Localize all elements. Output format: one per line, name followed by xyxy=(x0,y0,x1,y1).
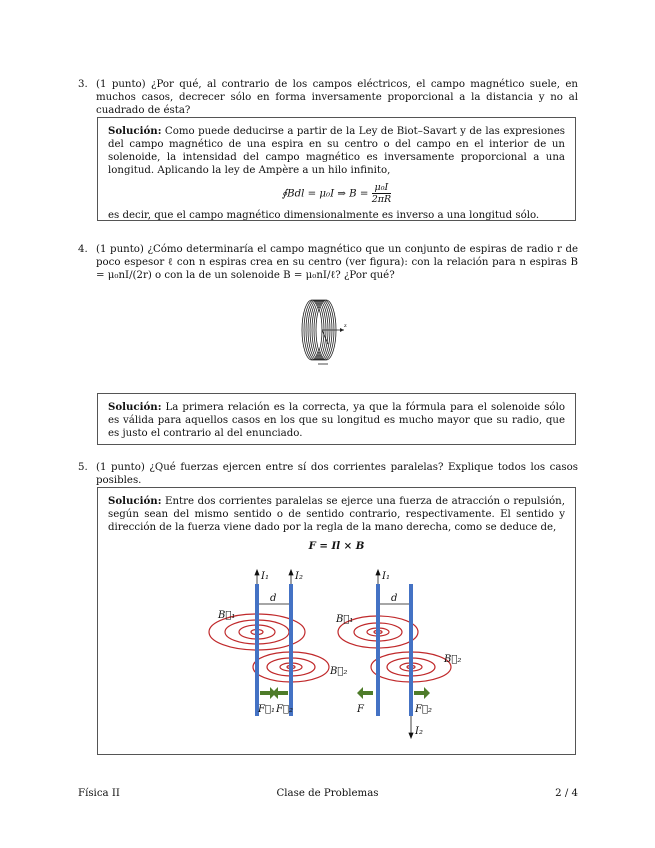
label-B2-left: B⃗₂ xyxy=(330,666,348,677)
wire-right-2 xyxy=(409,584,413,716)
force-arrow-f2-right xyxy=(414,687,430,699)
label-d-left: d xyxy=(270,593,277,604)
force-arrow-f2 xyxy=(272,687,288,699)
wire-left-1 xyxy=(255,584,259,716)
label-B1-right: B⃗₁ xyxy=(336,614,354,625)
equation-fraction xyxy=(372,182,391,205)
question-number: 3. xyxy=(78,79,88,90)
current-arrowhead xyxy=(376,570,380,575)
current-arrowhead xyxy=(289,570,293,575)
question-3 xyxy=(78,78,578,117)
solution-label: Solución: xyxy=(108,401,162,413)
label-I2-left: I₂ xyxy=(295,571,303,582)
question-4 xyxy=(78,243,578,282)
solution-text: La primera relación es la correcta, ya que la fórmula para el solenoide sólo es válida para aquellos casos en los que su longitud es mucho mayor que su radio, que es justo el contrario al del enunciado. xyxy=(108,402,565,439)
footer-center: Clase de Problemas xyxy=(276,788,379,799)
equation-num: μ₀I xyxy=(372,182,391,194)
wire-left-2 xyxy=(289,584,293,716)
label-F: F xyxy=(357,704,364,715)
coil-figure xyxy=(298,294,354,370)
current-arrowhead xyxy=(255,570,259,575)
equation-left: ∮Bdl = μ₀I ⇒ B = xyxy=(281,188,369,200)
solution-label: Solución: xyxy=(108,495,162,507)
label-F1: F⃗₁ xyxy=(258,704,275,715)
label-d-right: d xyxy=(391,593,398,604)
question-text: (1 punto) ¿Qué fuerzas ejercen entre sí dos corrientes paralelas? Explique todos los casos posibles. xyxy=(96,462,578,486)
footer-right: 2 / 4 xyxy=(555,788,578,799)
z-label: z xyxy=(344,323,347,329)
question-text: (1 punto) ¿Por qué, al contrario de los campos eléctricos, el campo magnético suele, en muchos casos, decrecer sólo en forma inversamente proporcional a la distancia y no al cuadrado de ésta? xyxy=(96,79,578,116)
label-B2-right: B⃗₂ xyxy=(444,654,462,665)
label-F2-right: F⃗₂ xyxy=(415,704,432,715)
solution-label: Solución: xyxy=(108,125,162,137)
question-5 xyxy=(78,461,578,487)
force-formula: F = Il × B xyxy=(308,540,365,552)
question-text: (1 punto) ¿Cómo determinaría el campo magnético que un conjunto de espiras de radio r de poco espesor ℓ con n espiras crea en su centro (ver figura): con la relación para n espiras B = μ₀nI/(2r) o con la de un solenoide B = μ₀nI/ℓ? ¿Por qué? xyxy=(96,244,578,281)
label-F2-left: F⃗₂ xyxy=(276,704,293,715)
footer-left: Física II xyxy=(78,788,120,799)
solution-box-3 xyxy=(97,117,576,221)
solution-text: Como puede deducirse a partir de la Ley de Biot–Savart y de las expresiones del campo magnético de una espira en su centro o del campo en el interior de un solenoide, la intensidad del campo magnético es inversamente proporcional a una longitud. Aplicando la ley de Ampère a un hilo infinito, xyxy=(108,126,565,176)
current-arrowhead xyxy=(409,733,413,738)
question-number: 5. xyxy=(78,462,88,473)
solution-end: es decir, que el campo magnético dimensionalmente es inverso a una longitud sólo. xyxy=(108,210,540,221)
label-I2-right: I₂ xyxy=(415,726,423,737)
equation-den: 2πR xyxy=(371,194,392,205)
label-B1-left: B⃗₁ xyxy=(218,610,236,621)
parallel-currents-figure xyxy=(200,564,470,750)
wire-right-1 xyxy=(376,584,380,716)
equation xyxy=(108,182,565,205)
solution-box-4 xyxy=(97,393,576,445)
force-arrow-f xyxy=(357,687,373,699)
label-I1-right: I₁ xyxy=(382,571,390,582)
solution-text: Entre dos corrientes paralelas se ejerce una fuerza de atracción o repulsión, según sean del mismo sentido o de sentido contrario, respectivamente. El sentido y dirección de la fuerza viene dado por la regla de la mano derecha, como se deduce de, xyxy=(108,496,565,533)
label-I1-left: I₁ xyxy=(261,571,269,582)
question-number: 4. xyxy=(78,244,88,255)
